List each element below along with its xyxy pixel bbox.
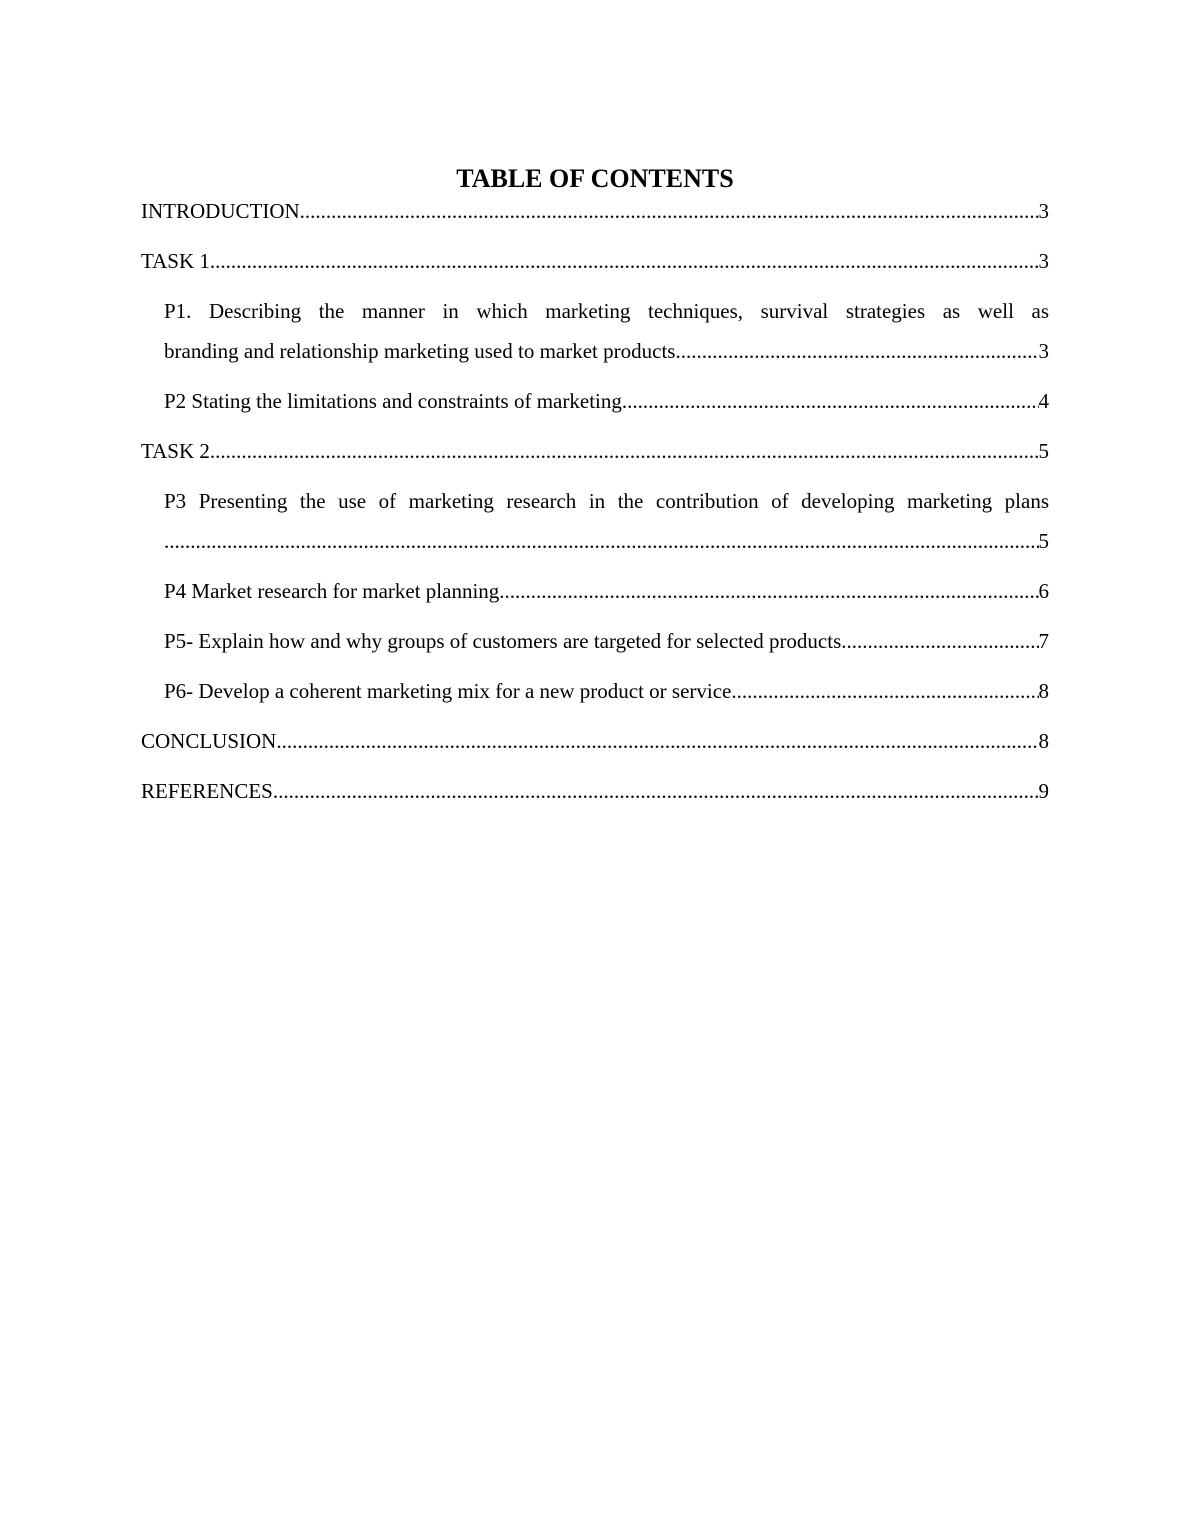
dot-leader [164, 521, 1039, 561]
toc-entry-p4[interactable] [164, 578, 1049, 604]
toc-entry-page: 3 [1038, 339, 1049, 363]
dot-leader [841, 628, 1038, 654]
toc-entry-label: CONCLUSION [141, 729, 277, 753]
toc-entry-page: 3 [1038, 249, 1049, 273]
toc-entry-label: P2 Stating the limitations and constraints of marketing [164, 389, 622, 413]
toc-entry-page: 8 [1038, 729, 1049, 753]
toc-entry-p2[interactable] [164, 388, 1049, 414]
toc-entry-label: P4 Market research for market planning [164, 579, 500, 603]
dot-leader [622, 388, 1039, 414]
toc-entry-label-line-1: P1. Describing the manner in which marketing techniques, survival strategies as well as [164, 299, 1049, 323]
dot-leader [273, 778, 1039, 804]
dot-leader [731, 678, 1038, 704]
toc-entry-page: 4 [1038, 389, 1049, 413]
toc-entry-page: 7 [1038, 629, 1049, 653]
toc-entry-page: 3 [1038, 199, 1049, 223]
document-page [141, 162, 1049, 828]
toc-entry-p3[interactable] [164, 481, 1049, 561]
toc-entry-label-line-1: P3 Presenting the use of marketing research in the contribution of developing marketing plans [164, 489, 1049, 513]
dot-leader [675, 331, 1038, 371]
toc-entry-label-line-2: branding and relationship marketing used to market products [164, 339, 676, 363]
toc-entry-p6[interactable] [164, 678, 1049, 704]
toc-entry-page: 5 [1038, 529, 1049, 553]
toc-entry-page: 6 [1038, 579, 1049, 603]
toc-entry-task-2[interactable] [141, 438, 1049, 464]
dot-leader [300, 198, 1039, 224]
toc-entry-page: 9 [1038, 779, 1049, 803]
toc-entry-label: TASK 1 [141, 249, 210, 273]
toc-entry-label: P5- Explain how and why groups of customers are targeted for selected products [164, 629, 842, 653]
toc-entry-introduction[interactable] [141, 198, 1049, 224]
toc-entry-p5[interactable] [164, 628, 1049, 654]
dot-leader [499, 578, 1038, 604]
toc-entry-label: P6- Develop a coherent marketing mix for a new product or service [164, 679, 732, 703]
toc-list [141, 198, 1049, 804]
toc-entry-p1[interactable] [164, 291, 1049, 371]
toc-title: TABLE OF CONTENTS [456, 164, 734, 193]
toc-entry-task-1[interactable] [141, 248, 1049, 274]
toc-entry-page: 8 [1038, 679, 1049, 703]
dot-leader [210, 248, 1039, 274]
toc-entry-label: INTRODUCTION [141, 199, 300, 223]
toc-entry-conclusion[interactable] [141, 728, 1049, 754]
toc-entry-label: TASK 2 [141, 439, 210, 463]
dot-leader [210, 438, 1039, 464]
toc-entry-page: 5 [1038, 439, 1049, 463]
toc-entry-label: REFERENCES [141, 779, 273, 803]
dot-leader [276, 728, 1038, 754]
toc-entry-references[interactable] [141, 778, 1049, 804]
